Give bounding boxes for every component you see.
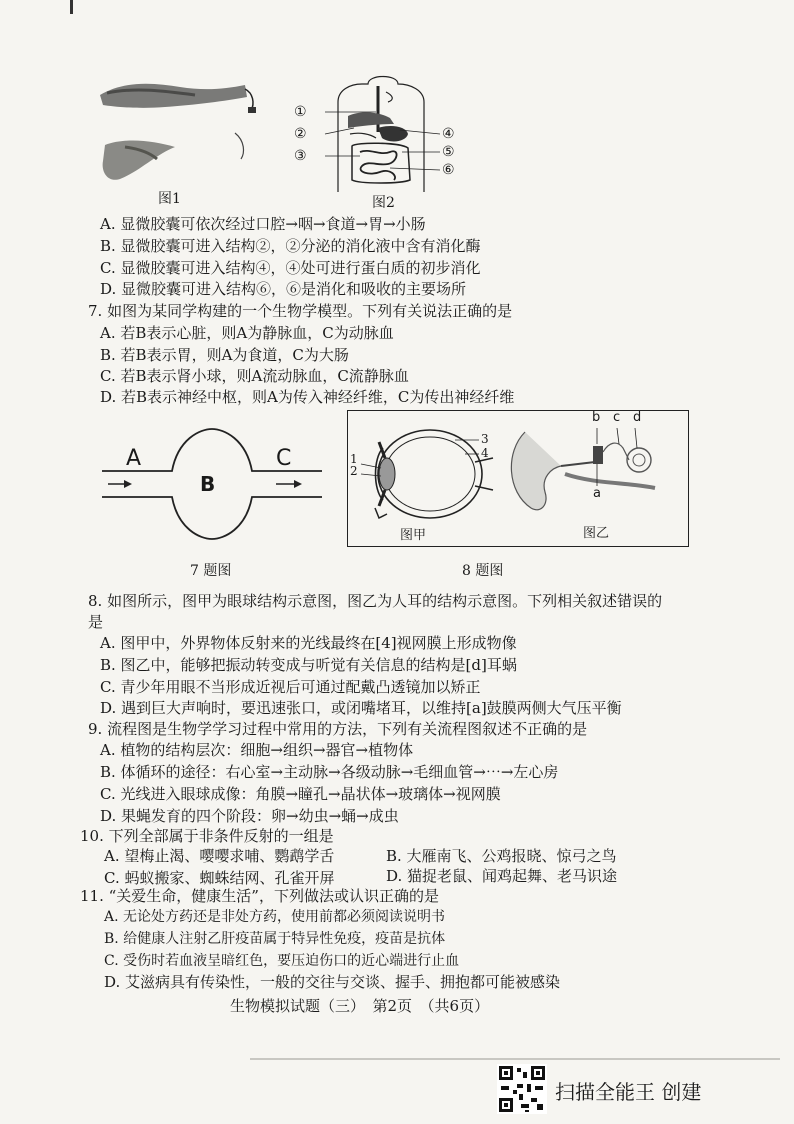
scanner-brand: 扫描全能王 创建 bbox=[555, 1080, 702, 1104]
q10-option-a: A. 望梅止渴、嘤嘤求哺、鹦鹉学舌 bbox=[104, 847, 335, 865]
q9-option-a: A. 植物的结构层次：细胞→组织→器官→植物体 bbox=[100, 741, 414, 759]
q9-stem: 9. 流程图是生物学学习过程中常用的方法，下列有关流程图叙述不正确的是 bbox=[88, 720, 588, 738]
ear-label-c: c bbox=[613, 410, 621, 425]
q7-stem: 7. 如图为某同学构建的一个生物学模型。下列有关说法正确的是 bbox=[88, 302, 513, 320]
figure-1-caption: 图1 bbox=[158, 191, 181, 207]
ear-caption: 图乙 bbox=[583, 526, 610, 541]
q10-option-b: B. 大雁南飞、公鸡报晓、惊弓之鸟 bbox=[386, 847, 617, 865]
q11-option-c: C. 受伤时若血液呈暗红色，要压迫伤口的近心端进行止血 bbox=[104, 953, 460, 969]
ear-label-b: b bbox=[592, 410, 601, 425]
q7-option-a: A. 若B表示心脏，则A为静脉血，C为动脉血 bbox=[100, 324, 394, 342]
page-footer: 生物模拟试题（三） 第2页 （共6页） bbox=[230, 997, 490, 1015]
ear-label-a: a bbox=[593, 486, 601, 501]
q10-stem: 10. 下列全部属于非条件反射的一组是 bbox=[80, 827, 334, 845]
q8-option-d: D. 遇到巨大声响时，要迅速张口，或闭嘴堵耳，以维持[a]鼓膜两侧大气压平衡 bbox=[100, 699, 622, 717]
fig2-label-5: ⑤ bbox=[442, 144, 455, 160]
fig2-label-1: ① bbox=[294, 104, 307, 120]
q7-option-c: C. 若B表示肾小球，则A流动脉血，C流静脉血 bbox=[100, 367, 409, 385]
q8-stem-line2: 是 bbox=[88, 613, 104, 631]
ear-label-d: d bbox=[633, 410, 642, 425]
q7-figure-caption: 7 题图 bbox=[190, 563, 232, 579]
q9-option-b: B. 体循环的途径：右心室→主动脉→各级动脉→毛细血管→⋯→左心房 bbox=[100, 763, 559, 781]
q10-option-d: D. 猫捉老鼠、闻鸡起舞、老马识途 bbox=[386, 867, 618, 885]
q11-option-b: B. 给健康人注射乙肝疫苗属于特异性免疫，疫苗是抗体 bbox=[104, 931, 446, 947]
q7-option-d: D. 若B表示神经中枢，则A为传入神经纤维，C为传出神经纤维 bbox=[100, 388, 515, 406]
q8-option-c: C. 青少年用眼不当形成近视后可通过配戴凸透镜加以矫正 bbox=[100, 678, 481, 696]
q11-option-a: A. 无论处方药还是非处方药，使用前都必须阅读说明书 bbox=[104, 909, 446, 925]
fig2-label-4: ④ bbox=[442, 126, 455, 142]
scan-mark bbox=[70, 0, 73, 14]
q6-option-c: C. 显微胶囊可进入结构④，④处可进行蛋白质的初步消化 bbox=[100, 259, 481, 277]
eye-label-2: 2 bbox=[350, 464, 358, 478]
q11-option-d: D. 艾滋病具有传染性，一般的交往与交谈、握手、拥抱都可能被感染 bbox=[104, 973, 561, 991]
eye-label-1: 1 bbox=[350, 452, 358, 466]
q6-option-a: A. 显微胶囊可依次经过口腔→咽→食道→胃→小肠 bbox=[100, 215, 426, 233]
q8-option-a: A. 图甲中，外界物体反射来的光线最终在[4]视网膜上形成物像 bbox=[100, 634, 517, 652]
qr-code bbox=[497, 1064, 547, 1114]
eye-diagram bbox=[355, 418, 495, 528]
q10-option-c: C. 蚂蚁搬家、蜘蛛结网、孔雀开屏 bbox=[104, 869, 335, 887]
eye-label-4: 4 bbox=[481, 446, 489, 460]
q6-option-b: B. 显微胶囊可进入结构②，②分泌的消化液中含有消化酶 bbox=[100, 237, 481, 255]
q6-option-d: D. 显微胶囊可进入结构⑥，⑥是消化和吸收的主要场所 bbox=[100, 280, 467, 298]
eye-caption: 图甲 bbox=[400, 528, 427, 543]
scan-edge-line bbox=[250, 1058, 780, 1060]
fig2-label-3: ③ bbox=[294, 148, 307, 164]
figure-1-photo bbox=[95, 75, 265, 190]
eye-label-3: 3 bbox=[481, 432, 489, 446]
q7-label-c: C bbox=[276, 446, 292, 471]
q9-option-c: C. 光线进入眼球成像：角膜→瞳孔→晶状体→玻璃体→视网膜 bbox=[100, 785, 501, 803]
ear-diagram bbox=[505, 412, 683, 522]
q8-stem-line1: 8. 如图所示，图甲为眼球结构示意图，图乙为人耳的结构示意图。下列相关叙述错误的 bbox=[88, 592, 663, 610]
fig2-label-6: ⑥ bbox=[442, 162, 455, 178]
figure-2-caption: 图2 bbox=[372, 195, 395, 211]
q8-figure-caption: 8 题图 bbox=[462, 563, 504, 579]
q11-stem: 11. “关爱生命，健康生活”，下列做法或认识正确的是 bbox=[80, 887, 439, 905]
q7-label-b: B bbox=[200, 472, 216, 496]
q8-option-b: B. 图乙中，能够把振动转变成与听觉有关信息的结构是[d]耳蜗 bbox=[100, 656, 517, 674]
q9-option-d: D. 果蝇发育的四个阶段：卵→幼虫→蛹→成虫 bbox=[100, 807, 399, 825]
fig2-label-2: ② bbox=[294, 126, 307, 142]
q7-option-b: B. 若B表示胃，则A为食道，C为大肠 bbox=[100, 346, 349, 364]
q7-label-a: A bbox=[126, 446, 142, 471]
